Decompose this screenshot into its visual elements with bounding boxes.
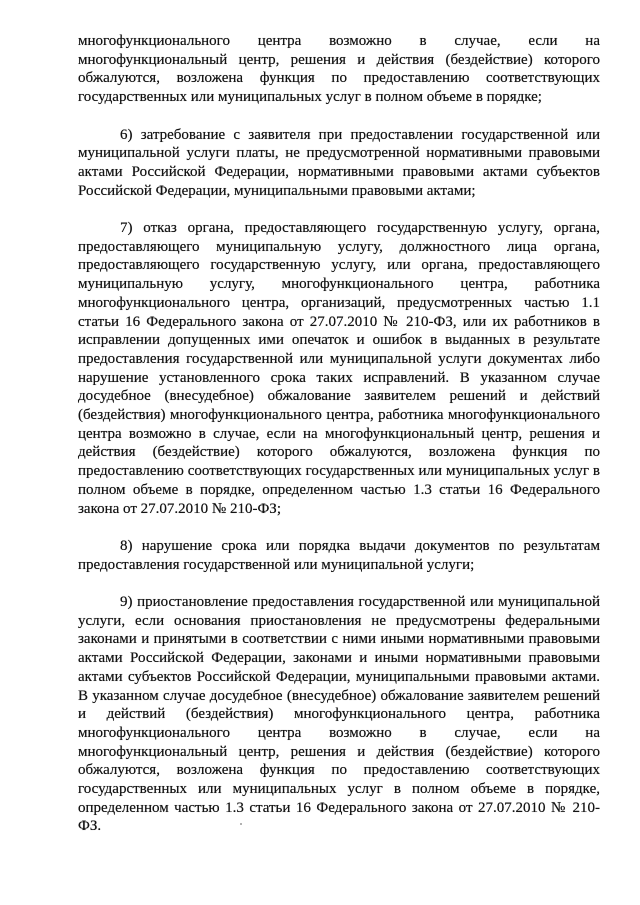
paragraph-item-6: 6) затребование с заявителя при предоставлении государственной или муниципальной услуги платы, не предусмотренной нормативными правовыми актами Российской Федерации, нормативными правовыми актами субъектов Российской Федерации, муниципальными правовыми актами;	[78, 126, 600, 199]
paragraph-item-7: 7) отказ органа, предоставляющего государственную услугу, органа, предоставляющего муниципальную услугу, должностного лица органа, предоставляющего государственную услугу, или органа, предоставляющего муниципальную услугу, многофункционального центра, работника многофункционального центра, организаций, предусмотренных частью 1.1 статьи 16 Федерального закона от 27.07.2010 № 210-ФЗ, или их работников в исправлении допущенных ими опечаток и ошибок в выданных в результате предоставления государственной или муниципальной услуги документах либо нарушение установленного срока таких исправлений. В указанном случае досудебное (внесудебное) обжалование заявителем решений и действий (бездействия) многофункционального центра, работника многофункционального центра возможно в случае, если на многофункциональный центр, решения и действия (бездействие) которого обжалуются, возложена функция по предоставлению соответствующих государственных или муниципальных услуг в полном объеме в порядке, определенном частью 1.3 статьи 16 Федерального закона от 27.07.2010 № 210-ФЗ;	[78, 220, 600, 517]
scan-speck	[240, 823, 242, 825]
paragraph-item-8: 8) нарушение срока или порядка выдачи документов по результатам предоставления государственной или муниципальной услуги;	[78, 537, 600, 573]
paragraph-item-9: 9) приостановление предоставления государственной или муниципальной услуги, если основания приостановления не предусмотрены федеральными законами и принятыми в соответствии с ними иными нормативными правовыми актами Российской Федерации, законами и иными нормативными правовыми актами субъектов Российской Федерации, муниципальными правовыми актами. В указанном случае досудебное (внесудебное) обжалование заявителем решений и действий (бездействия) многофункционального центра, работника многофункционального центра возможно в случае, если на многофункциональный центр, решения и действия (бездействие) которого обжалуются, возложена функция по предоставлению соответствующих государственных или муниципальных услуг в полном объеме в порядке, определенном частью 1.3 статьи 16 Федерального закона от 27.07.2010 № 210-ФЗ.	[78, 594, 600, 835]
document-body	[78, 32, 600, 836]
paragraph-continuation: многофункционального центра возможно в случае, если на многофункциональный центр, решения и действия (бездействие) которого обжалуются, возложена функция по предоставлению соответствующих государственных или муниципальных услуг в полном объеме в порядке;	[78, 33, 600, 106]
